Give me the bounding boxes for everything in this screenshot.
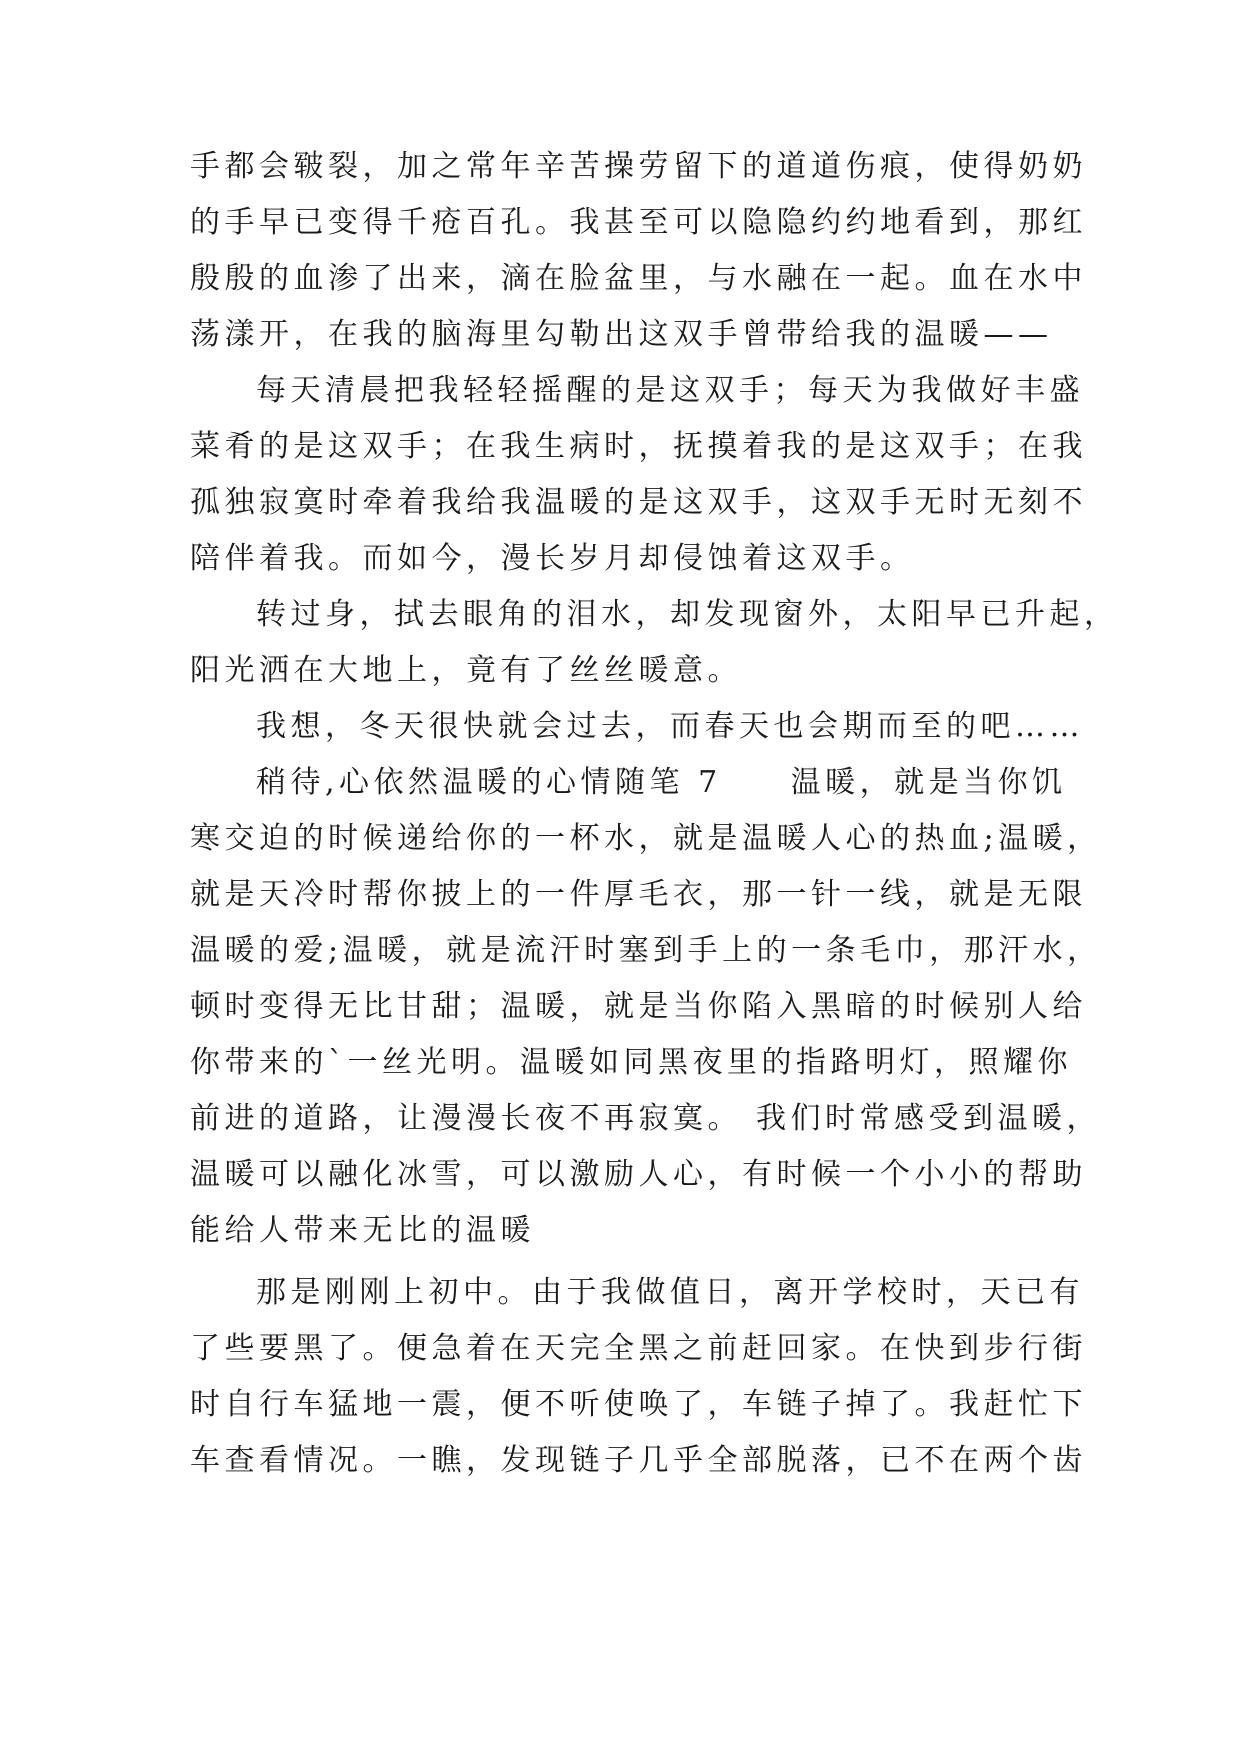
text-line: 陪伴着我。而如今，漫长岁月却侵蚀着这双手。 bbox=[190, 541, 915, 576]
text-line: 你带来的`一丝光明。温暖如同黑夜里的指路明灯，照耀你 bbox=[190, 1045, 1072, 1080]
paragraph-first-line: 我想，冬天很快就会过去，而春天也会期而至的吧…… bbox=[256, 709, 1084, 744]
text-line: 了些要黑了。便急着在天完全黑之前赶回家。在快到步行街 bbox=[190, 1331, 1087, 1366]
text-line: 能给人带来无比的温暖 bbox=[190, 1213, 535, 1248]
text-line: 寒交迫的时候递给你的一杯水，就是温暖人心的热血;温暖， bbox=[190, 821, 1102, 856]
text-line: 荡漾开，在我的脑海里勾勒出这双手曾带给我的温暖—— bbox=[190, 317, 1053, 352]
text-line: 菜肴的是这双手；在我生病时，抚摸着我的是这双手；在我 bbox=[190, 429, 1087, 464]
text-line: 温暖可以融化冰雪，可以激励人心，有时候一个小小的帮助 bbox=[190, 1157, 1087, 1192]
text-line: 顿时变得无比甘甜；温暖，就是当你陷入黑暗的时候别人给 bbox=[190, 989, 1087, 1024]
text-line: 温暖的爱;温暖，就是流汗时塞到手上的一条毛巾，那汗水， bbox=[190, 933, 1102, 968]
text-line: 阳光洒在大地上，竟有了丝丝暖意。 bbox=[190, 653, 742, 688]
text-line: 手都会皲裂，加之常年辛苦操劳留下的道道伤痕，使得奶奶 bbox=[190, 149, 1087, 184]
text-line: 前进的道路，让漫漫长夜不再寂寞。 我们时常感受到温暖， bbox=[190, 1101, 1102, 1136]
paragraph-first-line: 转过身，拭去眼角的泪水，却发现窗外，太阳早已升起， bbox=[256, 597, 1119, 632]
text-line: 殷殷的血渗了出来，滴在脸盆里，与水融在一起。血在水中 bbox=[190, 261, 1087, 296]
text-line: 就是天冷时帮你披上的一件厚毛衣，那一针一线，就是无限 bbox=[190, 877, 1087, 912]
text-line: 车查看情况。一瞧，发现链子几乎全部脱落，已不在两个齿 bbox=[190, 1443, 1087, 1478]
text-line: 的手早已变得千疮百孔。我甚至可以隐隐约约地看到，那红 bbox=[190, 205, 1087, 240]
text-line: 时自行车猛地一震，便不听使唤了，车链子掉了。我赶忙下 bbox=[190, 1387, 1087, 1422]
paragraph-first-line: 每天清晨把我轻轻摇醒的是这双手；每天为我做好丰盛 bbox=[256, 373, 1084, 408]
text-line: 孤独寂寞时牵着我给我温暖的是这双手，这双手无时无刻不 bbox=[190, 485, 1087, 520]
paragraph-first-line: 那是刚刚上初中。由于我做值日，离开学校时，天已有 bbox=[256, 1275, 1084, 1310]
paragraph-first-line: 稍待,心依然温暖的心情随笔 7 温暖，就是当你饥 bbox=[256, 765, 1067, 800]
